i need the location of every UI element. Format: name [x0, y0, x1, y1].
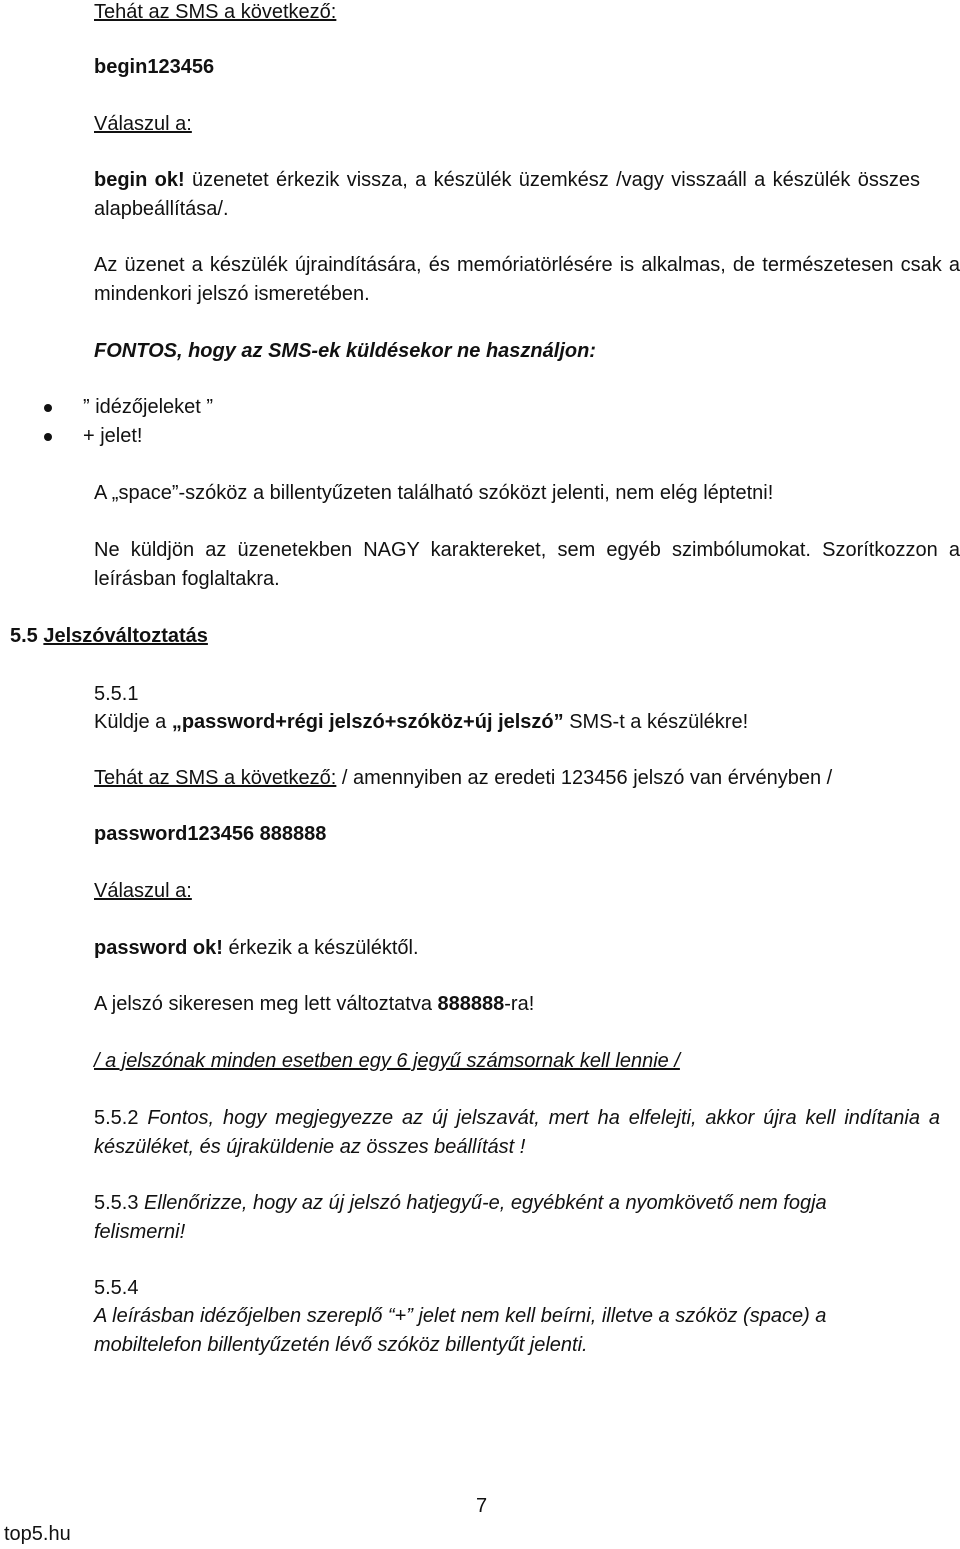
password-instruction: Küldje a „password+régi jelszó+szóköz+új jelszó” SMS-t a készülékre! [94, 711, 749, 733]
password-length-rule: / a jelszónak minden esetben egy 6 jegyű számsornak kell lennie / [94, 1050, 680, 1072]
space-note: A „space”-szóköz a billentyűzeten található szóközt jelenti, nem elég léptetni! [94, 482, 774, 504]
footer-site: top5.hu [4, 1523, 71, 1545]
sms-begin-command: begin123456 [94, 56, 215, 78]
section-number: 5.5 [10, 625, 38, 647]
begin-ok-text: begin ok! [94, 169, 185, 191]
important-warning: FONTOS, hogy az SMS-ek küldésekor ne használjon: [94, 340, 596, 362]
reply-label-2: Válaszul a: [94, 880, 192, 902]
subsection-5-5-1-number: 5.5.1 [94, 683, 139, 705]
bullet-dot [44, 404, 52, 412]
subsection-5-5-4-number: 5.5.4 [94, 1277, 139, 1299]
new-password-value: 888888 [437, 993, 505, 1015]
begin-reply-rest: üzenetet érkezik vissza, a készülék üzemkész /vagy visszaáll a készülék összes alapbeállítása/. [94, 169, 921, 220]
uppercase-note: Ne küldjön az üzenetekben NAGY karaktereket, sem egyéb szimbólumokat. Szorítkozzon a leírásban foglaltakra. [94, 539, 960, 590]
reset-info-paragraph: Az üzenet a készülék újraindítására, és memóriatörlésére is alkalmas, de természetesen csak a mindenkori jelszó ismeretében. [94, 254, 960, 305]
page-number: 7 [476, 1495, 488, 1517]
password-changed-note: A jelszó sikeresen meg lett változtatva 888888-ra! [94, 993, 535, 1015]
section-heading [10, 622, 208, 651]
password-sms-intro: Tehát az SMS a következő: / amennyiben az eredeti 123456 jelszó van érvényben / [94, 767, 833, 789]
subsection-5-5-4-text: A leírásban idézőjelben szereplő “+” jelet nem kell beírni, illetve a szóköz (space) a mobiltelefon billentyűzetén lévő szóköz billentyűt jelenti. [94, 1305, 827, 1356]
bullet-item-quotes: ” idézőjeleket ” [83, 396, 214, 418]
subsection-5-5-2: 5.5.2 Fontos, hogy megjegyezze az új jelszavát, mert ha elfelejti, akkor újra kell indítania a készüléket, és újraküldenie az összes beállítást ! [94, 1107, 940, 1158]
sms-intro-heading: Tehát az SMS a következő: [94, 1, 337, 23]
subsection-5-5-3: 5.5.3 Ellenőrizze, hogy az új jelszó hatjegyű-e, egyébként a nyomkövető nem fogja felismerni! [94, 1192, 827, 1243]
password-command-format: password+régi jelszó+szóköz+új jelszó [181, 711, 554, 733]
password-ok-text: password ok! [94, 937, 223, 959]
begin-reply-paragraph [94, 166, 920, 224]
bullet-dot [44, 433, 52, 441]
bullet-item-plus: + jelet! [83, 425, 143, 447]
password-command-example: password123456 888888 [94, 823, 327, 845]
password-reply: password ok! érkezik a készüléktől. [94, 937, 419, 959]
reply-label: Válaszul a: [94, 113, 192, 135]
section-title: Jelszóváltoztatás [43, 625, 208, 647]
